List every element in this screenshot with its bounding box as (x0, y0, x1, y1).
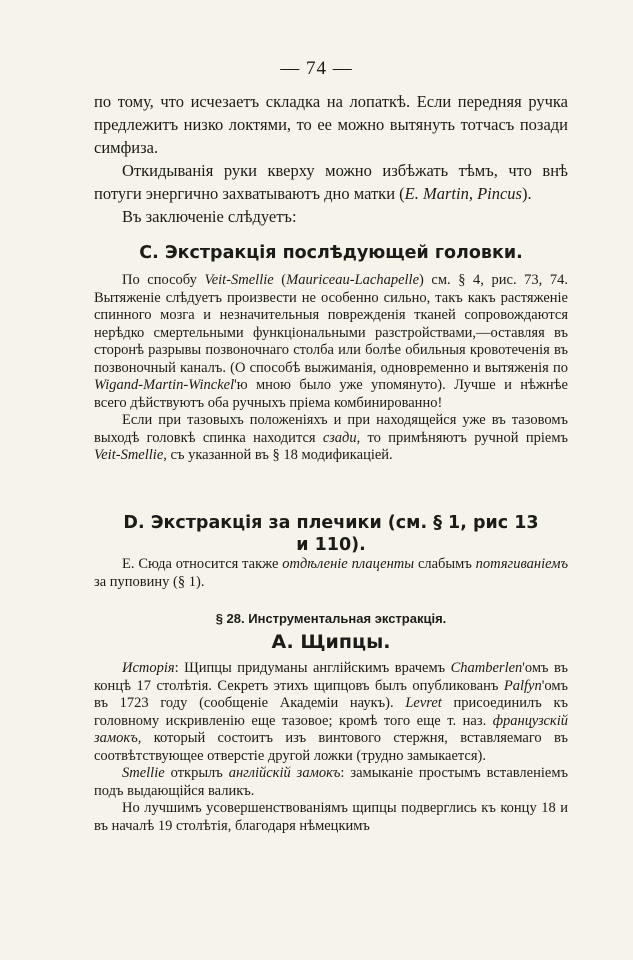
top-text (94, 90, 568, 228)
paragraph: Исторія: Щипцы придуманы англійскимъ врачемъ Chamberlen'омъ въ концѣ 17 столѣтія. Секретъ этихъ щипцовъ былъ опубликованъ Palfyn'омъ въ 1723 году (сообщеніе Академіи наукъ). Levret присоединилъ къ головному искривленію еще тазовое; кромѣ того еще т. наз. французскій замокъ, который состоитъ изъ винтового стержня, вставляемаго въ соотвѣтствующее отверстіе другой ложки (трудно замыкается). (94, 660, 569, 764)
section-c-title: C. Экстракція послѣдующей головки. (139, 243, 523, 263)
section-28-heading: § 28. Инструментальная экстракція. (215, 611, 447, 626)
paragraph: по тому, что исчезаетъ складка на лопаткѣ. Если передняя ручка предлежитъ низко локтями, то ее можно вытянуть тотчасъ позади симфиза. (94, 92, 568, 157)
section-c-text (94, 272, 568, 465)
paragraph: Но лучшимъ усовершенствованіямъ щипцы подверглись къ концу 18 и въ началѣ 19 столѣтія, благодаря нѣмецкимъ (94, 800, 568, 834)
page-number: — 74 — (280, 58, 353, 79)
paragraph: По способу Veit-Smellie (Mauriceau-Lachapelle) см. § 4, рис. 73, 74. Вытяженіе слѣдуетъ произвести не особенно сильно, такъ какъ растяженіе спинного мозга и незначительныя поврежденія тканей сопровождаются нерѣдко смертельными функціональными разстройствами,—оставляя въ сторонѣ разрывы позвоночнаго столба или болѣе обильныя кровотеченія въ позвоночный каналъ. (О способѣ выжиманія, одновременно и вытяженія по Wigand-Martin-Winckel'ю мною было уже упомянуто). Лучше и нѣжнѣе всего дѣйствуютъ оба ручныхъ пріема комбинированно! (94, 272, 568, 411)
paragraph: Въ заключеніе слѣдуетъ: (122, 207, 297, 226)
paragraph: Smellie открылъ англійскій замокъ: замыканіе простымъ вставленіемъ подъ выдающійся валикъ. (94, 765, 568, 799)
section-d-title: D. Экстракція за плечики (см. § 1, рис 13 и 110). (123, 513, 539, 555)
section-28-text (94, 660, 568, 835)
paragraph: Если при тазовыхъ положеніяхъ и при находящейся уже въ тазовомъ выходѣ головкѣ спинка находится сзади, то примѣняютъ ручной пріемъ Veit-Smellie, съ указанной въ § 18 модификаціей. (94, 412, 568, 463)
section-a-subheading: A. Щипцы. (271, 631, 391, 653)
paragraph: E. Сюда относится также отдѣленіе плаценты слабымъ потягиваніемъ за пуповину (§ 1). (94, 556, 568, 590)
paragraph: Откидыванія руки кверху можно избѣжать тѣмъ, что внѣ потуги энергично захватываютъ дно матки (E. Martin, Pincus). (94, 161, 568, 203)
section-d-text (94, 556, 568, 591)
